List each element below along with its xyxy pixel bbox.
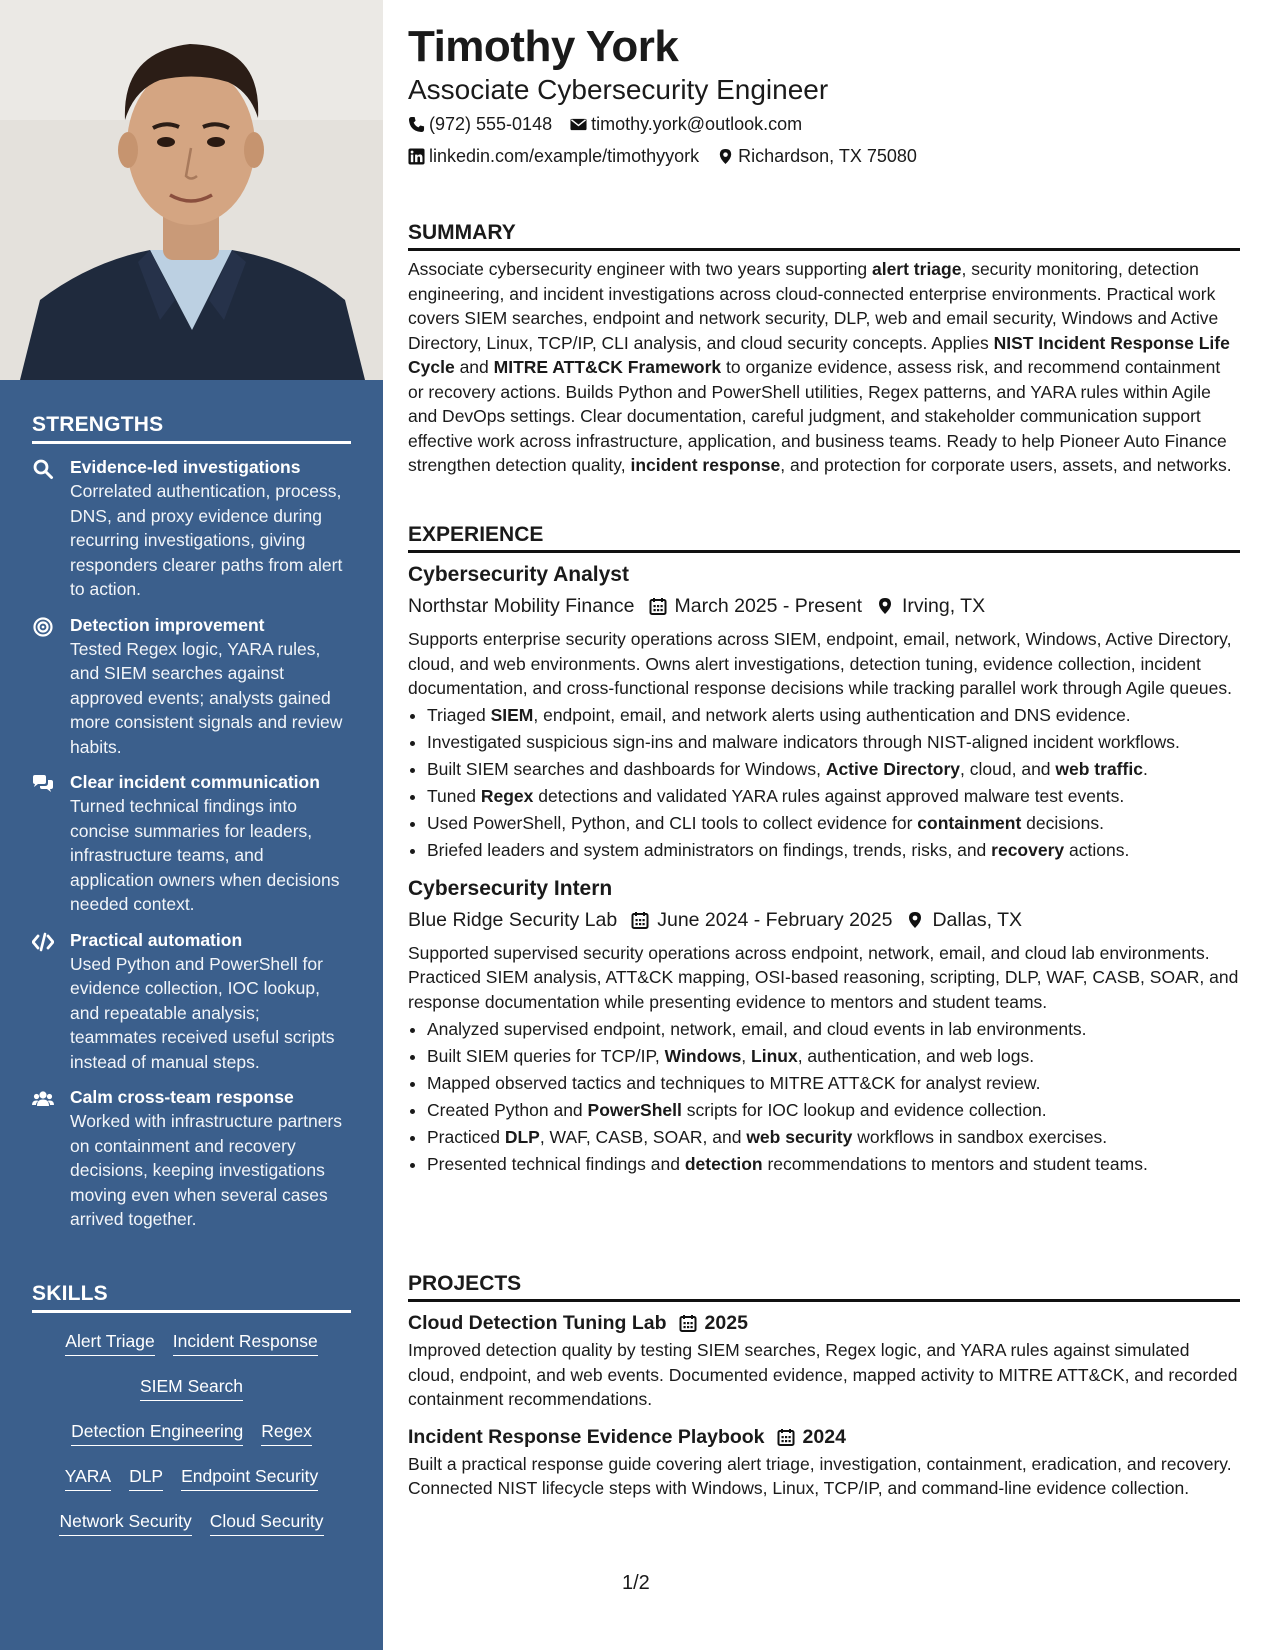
linkedin-text[interactable]: linkedin.com/example/timothyyork <box>429 146 700 166</box>
job-company: Northstar Mobility Finance <box>408 595 635 617</box>
text-run: . <box>1142 759 1148 779</box>
text-run: to organize evidence, assess risk, and recommend containment or recovery actions. Builds Python and PowerShell utilities, Regex patterns, and YARA rules within Agile and DevOps settings. Clear documentation, careful judgment, and stakeholder communication support effective work across infrastructure, application, and business teams. Ready to help Pioneer Auto Finance strengthen detection quality, <box>408 357 1227 475</box>
strength-description: Correlated authentication, process, DNS, and proxy evidence during recurring investigations, giving responders clearer paths from alert to action. <box>70 481 343 599</box>
bold-text: Regex <box>480 786 534 806</box>
email-text[interactable]: timothy.york@outlook.com <box>591 114 803 134</box>
project-year: 2025 <box>704 1312 748 1334</box>
text-run: scripts for IOC lookup and evidence collection. <box>681 1099 1047 1120</box>
job-bullet <box>427 703 1240 728</box>
project-title-row <box>408 1424 1240 1450</box>
strength-title: Detection improvement <box>70 614 265 635</box>
project-description: Built a practical response guide covering alert triage, investigation, containment, eradication, and recovery. Connected NIST lifecycle steps with Windows, Linux, TCP/IP, and command-line evidence collection. <box>408 1453 1232 1498</box>
job-bullet <box>427 1017 1240 1042</box>
linkedin-icon <box>408 148 425 165</box>
text-run: Created Python and <box>427 1099 588 1120</box>
envelope-icon <box>570 116 587 133</box>
strength-title: Calm cross-team response <box>70 1087 294 1107</box>
bold-text: Linux <box>751 1045 798 1066</box>
strength-item <box>32 771 351 917</box>
job-bullet <box>427 811 1240 836</box>
chat-icon <box>32 773 54 795</box>
phone-icon <box>408 116 425 133</box>
job-dates: June 2024 - February 2025 <box>657 908 893 931</box>
strengths-heading: STRENGTHS <box>32 413 351 444</box>
skill-tag: YARA <box>65 1466 111 1491</box>
projects-section <box>408 1272 1240 1501</box>
bold-text: web security <box>746 1126 853 1147</box>
text-run: Presented technical findings and <box>427 1153 685 1174</box>
skills-section <box>32 1282 351 1548</box>
job-location: Irving, TX <box>902 595 986 617</box>
skill-tag: Incident Response <box>173 1331 318 1356</box>
job-bullet <box>427 1098 1240 1123</box>
bold-text: SIEM <box>490 705 534 725</box>
job-entry <box>408 875 1240 1177</box>
calendar-icon <box>679 1314 697 1332</box>
contact-row <box>408 114 802 135</box>
text-run: , cloud, and <box>960 759 1056 779</box>
text-run: , endpoint, email, and network alerts using authentication and DNS evidence. <box>533 705 1131 725</box>
bold-text: recovery <box>991 840 1065 860</box>
text-run: , authentication, and web logs. <box>797 1045 1035 1066</box>
strength-description: Used Python and PowerShell for evidence collection, IOC lookup, and repeatable analysis; teammates received useful scripts instead of manual steps. <box>70 953 335 1072</box>
bold-text: DLP <box>504 1126 540 1147</box>
job-location: Dallas, TX <box>932 908 1023 931</box>
text-run: workflows in sandbox exercises. <box>852 1126 1108 1147</box>
summary-heading: SUMMARY <box>408 221 1240 251</box>
job-bullet <box>427 757 1240 782</box>
strength-title: Practical automation <box>70 929 243 950</box>
calendar-icon <box>777 1428 795 1446</box>
profile-photo-illustration <box>0 0 383 380</box>
summary-text <box>408 257 1240 478</box>
experience-section <box>408 523 1240 1179</box>
job-bullet <box>427 1152 1240 1177</box>
strength-item <box>32 1086 351 1232</box>
bold-text: Windows <box>664 1045 742 1066</box>
skills-row <box>32 1458 351 1503</box>
project-entry <box>408 1310 1240 1412</box>
project-year: 2024 <box>802 1425 846 1448</box>
bold-text: detection <box>684 1153 763 1174</box>
text-run: Used PowerShell, Python, and CLI tools to collect evidence for <box>427 813 918 833</box>
text-run: Investigated suspicious sign-ins and malware indicators through NIST-aligned incident workflows. <box>427 732 1180 752</box>
job-bullets <box>408 1017 1240 1177</box>
strength-item <box>32 929 351 1075</box>
summary-section <box>408 221 1240 478</box>
text-run: , WAF, CASB, SOAR, and <box>539 1126 747 1147</box>
job-bullet <box>427 784 1240 809</box>
location-text: Richardson, TX 75080 <box>738 146 917 166</box>
text-run: , and protection for corporate users, assets, and networks. <box>780 455 1232 475</box>
text-run: and <box>454 357 494 377</box>
map-pin-icon <box>717 148 734 165</box>
skills-row <box>32 1413 351 1458</box>
bold-text: incident response <box>630 455 781 475</box>
job-entry <box>408 561 1240 863</box>
job-bullet <box>427 730 1240 755</box>
project-entry <box>408 1424 1240 1501</box>
text-run: Briefed leaders and system administrators on findings, trends, risks, and <box>427 840 992 860</box>
skill-tag: DLP <box>129 1466 163 1491</box>
sidebar <box>0 0 383 1650</box>
strength-description: Turned technical findings into concise summaries for leaders, infrastructure teams, and application owners when decisions needed context. <box>70 796 340 914</box>
strength-title: Evidence-led investigations <box>70 457 301 477</box>
page-number: 1/2 <box>622 1572 650 1594</box>
project-title-row <box>408 1310 1240 1336</box>
project-description: Improved detection quality by testing SIEM searches, Regex logic, and YARA rules against simulated cloud, endpoint, and web events. Documented evidence, mapped activity to MITRE ATT&CK, and recorded containment recommendations. <box>408 1340 1238 1409</box>
projects-heading: PROJECTS <box>408 1272 1240 1302</box>
text-run: Practiced <box>427 1126 505 1147</box>
job-title-heading: Associate Cybersecurity Engineer <box>408 74 829 105</box>
text-run: Analyzed supervised endpoint, network, email, and cloud events in lab environments. <box>427 1018 1087 1039</box>
calendar-icon <box>631 911 649 929</box>
job-bullets <box>408 703 1240 863</box>
project-title: Incident Response Evidence Playbook <box>408 1425 765 1448</box>
bold-text: Active Directory <box>825 759 961 779</box>
candidate-name: Timothy York <box>408 22 679 71</box>
text-run: recommendations to mentors and student teams. <box>762 1153 1148 1174</box>
strength-description: Worked with infrastructure partners on containment and recovery decisions, keeping investigations moving even when several cases arrived together. <box>70 1111 343 1229</box>
skill-tag: Cloud Security <box>210 1511 324 1536</box>
text-run: , security monitoring, detection engineering, and incident investigations across cloud-connected enterprise environments. Practical work covers SIEM searches, endpoint and network security, DLP, web and email security, Windows and Active Directory, Linux, TCP/IP, CLI analysis, and cloud security concepts. Applies <box>408 259 1219 353</box>
code-icon <box>32 931 54 953</box>
linkedin-contact[interactable] <box>408 146 699 167</box>
phone-contact <box>408 114 552 135</box>
bold-text: containment <box>917 813 1022 833</box>
profile-photo <box>0 0 383 380</box>
skill-tag: Alert Triage <box>65 1331 154 1356</box>
job-dates: March 2025 - Present <box>674 595 863 617</box>
map-pin-icon <box>906 911 924 929</box>
skill-tag: Detection Engineering <box>71 1421 243 1446</box>
project-title: Cloud Detection Tuning Lab <box>408 1312 667 1334</box>
email-contact[interactable] <box>570 114 802 135</box>
text-run: Associate cybersecurity engineer with two years supporting <box>408 259 872 279</box>
bold-text: MITRE ATT&CK Framework <box>493 357 722 377</box>
strength-description: Tested Regex logic, YARA rules, and SIEM searches against approved events; analysts gained more consistent signals and review habits. <box>70 638 343 757</box>
text-run: detections and validated YARA rules against approved malware test events. <box>533 786 1125 806</box>
text-run: Mapped observed tactics and techniques to MITRE ATT&CK for analyst review. <box>427 1072 1041 1093</box>
strengths-section <box>32 413 351 1232</box>
skill-tag: Regex <box>261 1421 312 1446</box>
skill-tag: SIEM Search <box>140 1376 243 1401</box>
target-icon <box>32 616 54 638</box>
text-run: Triaged <box>427 705 491 725</box>
map-pin-icon <box>876 597 894 615</box>
text-run: Tuned <box>427 786 481 806</box>
contact-row <box>408 146 917 167</box>
location-contact <box>717 146 917 167</box>
skills-row <box>32 1503 351 1548</box>
skills-heading: SKILLS <box>32 1282 351 1313</box>
job-meta <box>408 907 1240 933</box>
strength-item <box>32 456 351 602</box>
text-run: Built SIEM queries for TCP/IP, <box>427 1045 665 1066</box>
job-description: Supported supervised security operations across endpoint, network, email, and cloud lab environments. Practiced SIEM analysis, ATT&CK mapping, OSI-based reasoning, scripting, DLP, WAF, CASB, SOAR, and response documentation while presenting evidence to mentors and student teams. <box>408 942 1239 1012</box>
job-bullet <box>427 838 1240 863</box>
job-bullet <box>427 1125 1240 1150</box>
team-icon <box>32 1088 54 1110</box>
bold-text: NIST Incident Response Life Cycle <box>408 332 1230 377</box>
text-run: actions. <box>1064 840 1130 860</box>
job-position: Cybersecurity Analyst <box>408 563 629 586</box>
text-run: , <box>741 1045 752 1066</box>
skill-tag: Endpoint Security <box>181 1466 318 1491</box>
search-icon <box>32 458 54 480</box>
skills-row <box>32 1323 351 1368</box>
job-company: Blue Ridge Security Lab <box>408 908 618 931</box>
bold-text: PowerShell <box>587 1099 682 1120</box>
phone-text: (972) 555-0148 <box>429 114 553 134</box>
job-bullet <box>427 1044 1240 1069</box>
skills-list <box>32 1323 351 1548</box>
skills-row <box>32 1368 351 1413</box>
calendar-icon <box>649 597 667 615</box>
strength-item <box>32 614 351 760</box>
skill-tag: Network Security <box>59 1511 191 1536</box>
bold-text: web traffic <box>1055 759 1143 779</box>
job-meta <box>408 593 1240 619</box>
job-bullet <box>427 1071 1240 1096</box>
job-description: Supports enterprise security operations across SIEM, endpoint, email, network, Windows, Active Directory, cloud, and web environments. Owns alert investigations, detection tuning, evidence collection, incident documentation, and cross-functional response decisions while tracking parallel work through Agile queues. <box>408 629 1232 698</box>
job-position: Cybersecurity Intern <box>408 876 613 900</box>
text-run: decisions. <box>1021 813 1104 833</box>
experience-heading: EXPERIENCE <box>408 523 1240 553</box>
strength-title: Clear incident communication <box>70 772 320 792</box>
text-run: Built SIEM searches and dashboards for Windows, <box>427 759 826 779</box>
bold-text: alert triage <box>871 259 962 279</box>
